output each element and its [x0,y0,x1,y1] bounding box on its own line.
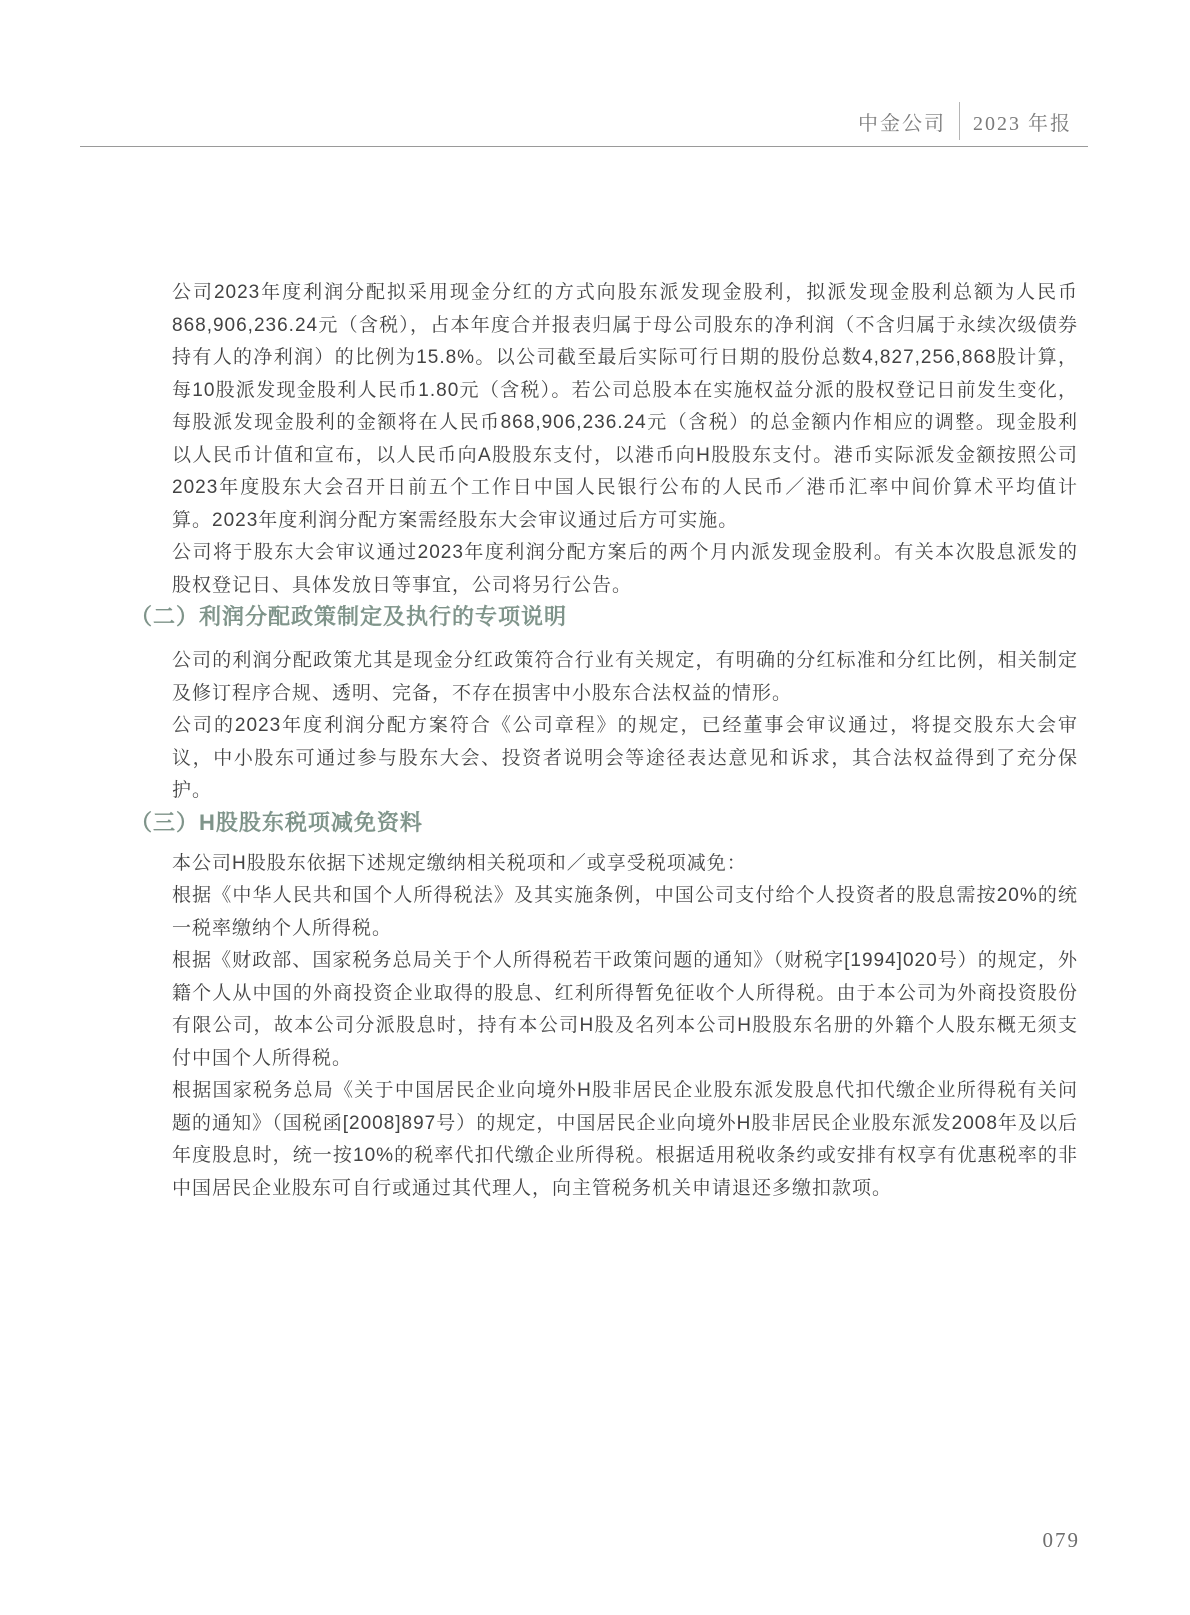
paragraph-policy-compliance: 公司的利润分配政策尤其是现金分红政策符合行业有关规定，有明确的分红标准和分红比例，相关制定及修订程序合规、透明、完备，不存在损害中小股东合法权益的情形。 [172,650,1078,704]
paragraph-dividend-payment-schedule: 公司将于股东大会审议通过2023年度利润分配方案后的两个月内派发现金股利。有关本次股息派发的股权登记日、具体发放日等事宜，公司将另行公告。 [172,542,1078,596]
paragraph-individual-income-tax: 根据《中华人民共和国个人所得税法》及其实施条例，中国公司支付给个人投资者的股息需按20%的统一税率缴纳个人所得税。 [172,885,1078,939]
section-heading-profit-distribution-policy: （二）利润分配政策制定及执行的专项说明 [130,604,568,629]
section-heading-h-share-tax-relief: （三）H股股东税项减免资料 [130,809,423,835]
paragraph-tax-intro: 本公司H股股东依据下述规定缴纳相关税项和／或享受税项减免： [172,852,747,874]
header-rule [80,146,1088,147]
paragraph-dividend-plan: 公司2023年度利润分配拟采用现金分红的方式向股东派发现金股利，拟派发现金股利总额为人民币868,906,236.24元（含税），占本年度合并报表归属于母公司股东的净利润（不含归属于永续次级债券持有人的净利润）的比例为15.8%。以公司截至最后实际可行日期的股份总数4,827,256,868股计算，每10股派发现金股利人民币1.80元（含税）。若公司总股本在实施权益分派的股权登记日前发生变化，每股派发现金股利的金额将在人民币868,906,236.24元（含税）的总金额内作相应的调整。现金股利以人民币计值和宣布，以人民币向A股股东支付，以港币向H股股东支付。港币实际派发金额按照公司2023年度股东大会召开日前五个工作日中国人民银行公布的人民币／港币汇率中间价算术平均值计算。2023年度利润分配方案需经股东大会审议通过后方可实施。 [172,282,1078,531]
report-edition: 2023 年报 [973,112,1072,135]
paragraph-plan-approval: 公司的2023年度利润分配方案符合《公司章程》的规定，已经董事会审议通过，将提交股东大会审议，中小股东可通过参与股东大会、投资者说明会等途径表达意见和诉求，其合法权益得到了充分保护。 [172,715,1078,801]
paragraph-foreign-individual-exemption: 根据《财政部、国家税务总局关于个人所得税若干政策问题的通知》（财税字[1994]020号）的规定，外籍个人从中国的外商投资企业取得的股息、红利所得暂免征收个人所得税。由于本公司为外商投资股份有限公司，故本公司分派股息时，持有本公司H股及名列本公司H股股东名册的外籍个人股东概无须支付中国个人所得税。 [172,950,1078,1069]
paragraph-enterprise-withholding-tax: 根据国家税务总局《关于中国居民企业向境外H股非居民企业股东派发股息代扣代缴企业所得税有关问题的通知》（国税函[2008]897号）的规定，中国居民企业向境外H股非居民企业股东派发2008年及以后年度股息时，统一按10%的税率代扣代缴企业所得税。根据适用税收条约或安排有权享有优惠税率的非中国居民企业股东可自行或通过其代理人，向主管税务机关申请退还多缴扣款项。 [172,1080,1078,1199]
header-divider [959,102,960,140]
running-header [858,102,1072,140]
page-number: 079 [1042,1528,1080,1552]
page-body [130,277,1078,1205]
company-name: 中金公司 [858,112,946,135]
